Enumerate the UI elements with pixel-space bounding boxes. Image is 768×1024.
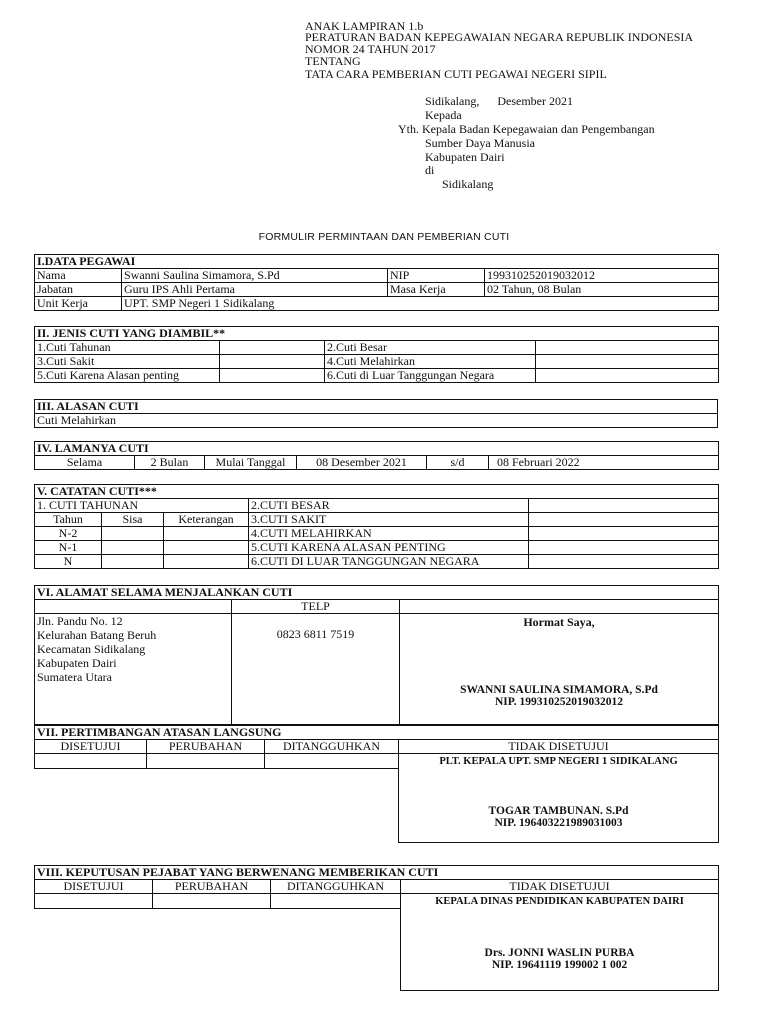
col-tahun: Tahun — [35, 513, 102, 527]
catatan-note — [529, 499, 719, 513]
value-jabatan: Guru IPS Ahli Pertama — [122, 283, 388, 297]
section-lamanya-cuti — [34, 441, 719, 470]
col-perubahan: PERUBAHAN — [153, 880, 271, 894]
approver-name: TOGAR TAMBUNAN. S.Pd — [488, 804, 629, 817]
header-line: TENTANG — [305, 54, 361, 68]
label-telp: TELP — [232, 600, 400, 614]
official-position: KEPALA DINAS PENDIDIKAN KABUPATEN DAIRI — [435, 896, 684, 907]
form-title: FORMULIR PERMINTAAN DAN PEMBERIAN CUTI — [258, 231, 510, 243]
official-name: Drs. JONNI WASLIN PURBA — [484, 946, 635, 959]
official-cell — [401, 894, 719, 991]
section-title: VI. ALAMAT SELAMA MENJALANKAN CUTI — [35, 586, 719, 600]
alamat-line: Kabupaten Dairi — [37, 656, 117, 670]
alamat-line: Jln. Pandu No. 12 — [37, 614, 123, 628]
keterangan-cell — [164, 541, 249, 555]
header-line: TATA CARA PEMBERIAN CUTI PEGAWAI NEGERI SIPIL — [305, 67, 607, 81]
value-sampai: 08 Februari 2022 — [489, 456, 719, 470]
signature-cell — [400, 614, 719, 725]
address-line: Kabupaten Dairi — [425, 150, 505, 164]
alamat-line: Kecamatan Sidikalang — [37, 642, 146, 656]
official-nip: NIP. 19641119 199002 1 002 — [491, 959, 628, 971]
keterangan-cell — [164, 555, 249, 569]
header-line: NOMOR 24 TAHUN 2017 — [305, 42, 436, 56]
approver-nip: NIP. 196403221989031003 — [494, 817, 623, 829]
cuti-option: 3.Cuti Sakit — [35, 355, 220, 369]
value-mulai: 08 Desember 2021 — [297, 456, 427, 470]
sisa-cell — [102, 527, 164, 541]
value-nama: Swanni Saulina Simamora, S.Pd — [122, 269, 388, 283]
hormat-saya: Hormat Saya, — [523, 615, 595, 629]
section-title: IV. LAMANYA CUTI — [35, 442, 719, 456]
catatan-item: 2.CUTI BESAR — [249, 499, 529, 513]
place-date: Sidikalang, Desember 2021 — [425, 94, 573, 108]
col-keterangan: Keterangan — [164, 513, 249, 527]
catatan-note — [529, 513, 719, 527]
year-cell: N-2 — [35, 527, 102, 541]
year-cell: N-1 — [35, 541, 102, 555]
catatan-item: 3.CUTI SAKIT — [249, 513, 529, 527]
cuti-option: 5.Cuti Karena Alasan penting — [35, 369, 220, 383]
section-keputusan — [34, 865, 719, 991]
col-perubahan: PERUBAHAN — [147, 740, 265, 754]
col-ditangguhkan: DITANGGUHKAN — [271, 880, 401, 894]
address-di: di — [425, 163, 435, 177]
section-title: III. ALASAN CUTI — [35, 400, 718, 414]
section-pertimbangan — [34, 725, 719, 843]
address-kepada: Kepada — [425, 108, 462, 122]
cuti-mark[interactable] — [220, 355, 325, 369]
catatan-item: 5.CUTI KARENA ALASAN PENTING — [249, 541, 529, 555]
label-nama: Nama — [35, 269, 122, 283]
catatan-note — [529, 527, 719, 541]
sisa-cell — [102, 555, 164, 569]
decision-cell[interactable] — [35, 894, 153, 909]
blank-area — [35, 769, 399, 843]
catatan-item: 6.CUTI DI LUAR TANGGUNGAN NEGARA — [249, 555, 529, 569]
year-cell: N — [35, 555, 102, 569]
value-unit-kerja: UPT. SMP Negeri 1 Sidikalang — [122, 297, 719, 311]
alamat-header-blank — [35, 600, 232, 614]
alamat-address — [35, 614, 232, 725]
section-catatan-cuti — [34, 484, 719, 569]
decision-cell[interactable] — [147, 754, 265, 769]
cuti-option: 2.Cuti Besar — [325, 341, 536, 355]
address-city: Sidikalang — [442, 177, 494, 191]
value-telp: 0823 6811 7519 — [232, 614, 400, 725]
decision-cell[interactable] — [153, 894, 271, 909]
keterangan-cell — [164, 527, 249, 541]
header-line: PERATURAN BADAN KEPEGAWAIAN NEGARA REPUBLIK INDONESIA — [305, 30, 694, 44]
label-mulai: Mulai Tanggal — [205, 456, 297, 470]
col-sisa: Sisa — [102, 513, 164, 527]
label-unit-kerja: Unit Kerja — [35, 297, 122, 311]
col-disetujui: DISETUJUI — [35, 740, 147, 754]
section-jenis-cuti — [34, 326, 719, 383]
header-line: ANAK LAMPIRAN 1.b — [305, 19, 424, 33]
address-line: Sumber Daya Manusia — [425, 136, 535, 150]
col-tidak-disetujui: TIDAK DISETUJUI — [401, 880, 719, 894]
cuti-option: 1.Cuti Tahunan — [35, 341, 220, 355]
value-nip: 199310252019032012 — [485, 269, 719, 283]
value-selama: 2 Bulan — [135, 456, 205, 470]
section-title: I.DATA PEGAWAI — [35, 255, 719, 269]
cuti-mark[interactable] — [536, 369, 719, 383]
signer-name: SWANNI SAULINA SIMAMORA, S.Pd — [460, 683, 658, 696]
approver-position: PLT. KEPALA UPT. SMP NEGERI 1 SIDIKALANG — [439, 756, 678, 767]
blank-area — [35, 909, 401, 991]
col-tidak-disetujui: TIDAK DISETUJUI — [399, 740, 719, 754]
cuti-mark[interactable] — [220, 369, 325, 383]
section-alamat — [34, 585, 719, 725]
label-selama: Selama — [35, 456, 135, 470]
cuti-option: 6.Cuti di Luar Tanggungan Negara — [325, 369, 536, 383]
section-title: II. JENIS CUTI YANG DIAMBIL** — [35, 327, 719, 341]
sisa-cell — [102, 541, 164, 555]
address-yth: Yth. Kepala Badan Kepegawaian dan Pengembangan — [398, 122, 655, 136]
cuti-mark[interactable] — [536, 341, 719, 355]
label-masa-kerja: Masa Kerja — [388, 283, 485, 297]
decision-cell[interactable] — [35, 754, 147, 769]
section-alasan-cuti — [34, 399, 718, 428]
section-title: VII. PERTIMBANGAN ATASAN LANGSUNG — [35, 726, 719, 740]
decision-cell[interactable] — [265, 754, 399, 769]
value-alasan: Cuti Melahirkan — [35, 414, 718, 428]
cuti-option: 4.Cuti Melahirkan — [325, 355, 536, 369]
alamat-line: Sumatera Utara — [37, 670, 112, 684]
catatan-note — [529, 555, 719, 569]
cuti-mark[interactable] — [220, 341, 325, 355]
section-title: V. CATATAN CUTI*** — [35, 485, 719, 499]
label-cuti-tahunan: 1. CUTI TAHUNAN — [35, 499, 249, 513]
section-title: VIII. KEPUTUSAN PEJABAT YANG BERWENANG MEMBERIKAN CUTI — [35, 866, 719, 880]
signer-nip: NIP. 199310252019032012 — [495, 696, 623, 708]
section-data-pegawai — [34, 254, 719, 311]
decision-cell[interactable] — [271, 894, 401, 909]
alamat-line: Kelurahan Batang Beruh — [37, 628, 157, 642]
approver-cell — [399, 754, 719, 843]
catatan-note — [529, 541, 719, 555]
label-nip: NIP — [388, 269, 485, 283]
cuti-mark[interactable] — [536, 355, 719, 369]
value-masa-kerja: 02 Tahun, 08 Bulan — [485, 283, 719, 297]
col-disetujui: DISETUJUI — [35, 880, 153, 894]
label-jabatan: Jabatan — [35, 283, 122, 297]
label-sd: s/d — [427, 456, 489, 470]
alamat-header-blank — [400, 600, 719, 614]
catatan-item: 4.CUTI MELAHIRKAN — [249, 527, 529, 541]
col-ditangguhkan: DITANGGUHKAN — [265, 740, 399, 754]
